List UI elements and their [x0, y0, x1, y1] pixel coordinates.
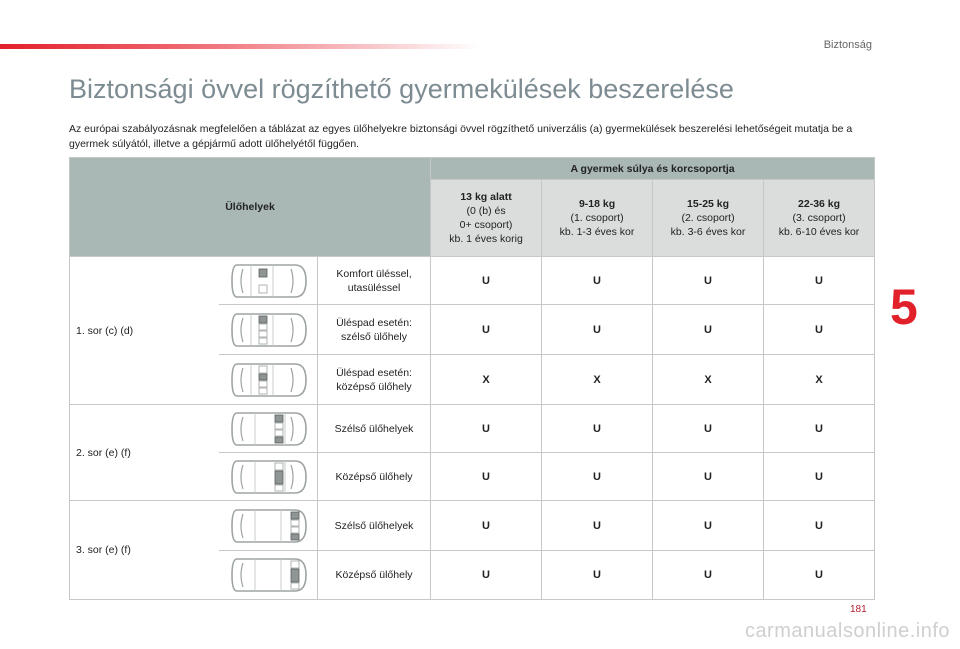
table-cell: U	[764, 405, 875, 453]
group-2-line: (2. csoport)	[681, 212, 735, 224]
group-1-header	[542, 180, 653, 257]
table-cell: U	[653, 257, 764, 305]
seat-position-line: szélső ülőhely	[341, 330, 407, 343]
table-cell: U	[542, 257, 653, 305]
table-cell: U	[431, 405, 542, 453]
seat-position-line: Középső ülőhely	[335, 470, 413, 483]
seat-position	[318, 355, 431, 405]
group-0-line: (0 (b) és	[466, 205, 506, 217]
group-3-line: kb. 6-10 éves kor	[778, 226, 860, 238]
row-label-2: 2. sor (e) (f)	[70, 405, 219, 501]
row-label-1: 1. sor (c) (d)	[70, 257, 219, 405]
table-cell: U	[653, 501, 764, 551]
group-2-line: kb. 3-6 éves kor	[670, 226, 746, 238]
seat-position	[318, 453, 431, 501]
car-seat-row1-middle-icon	[229, 360, 309, 400]
seat-position-line: Középső ülőhely	[335, 569, 413, 581]
seat-position-line: utasüléssel	[347, 281, 401, 294]
table-cell: U	[431, 453, 542, 501]
seat-position-line: középső ülőhely	[336, 380, 412, 393]
group-0-weight: 13 kg alatt	[460, 191, 512, 203]
watermark: carmanualsonline.info	[744, 620, 950, 642]
seat-position	[318, 405, 431, 453]
chapter-number: 5	[890, 279, 918, 335]
car-seat-row3-outer-icon	[229, 506, 309, 546]
group-1-line: kb. 1-3 éves kor	[559, 226, 635, 238]
seat-position-line: Üléspad esetén:	[336, 316, 412, 329]
seat-position	[318, 501, 431, 551]
page-title: Biztonsági övvel rögzíthető gyermekülések beszerelése	[69, 74, 734, 104]
table-cell: U	[431, 551, 542, 600]
group-1-line: (1. csoport)	[570, 212, 624, 224]
intro-paragraph: Az európai szabályozásnak megfelelően a táblázat az egyes ülőhelyekre biztonsági övvel rögzíthető univerzális (a) gyermekülések beszerelési lehetőségeit mutatja be a gyermek súlyától, illetve a gépjármű adott ülőhelyétől függően.	[69, 123, 853, 150]
table-cell: U	[653, 453, 764, 501]
group-0-line: 0+ csoport)	[459, 219, 513, 231]
car-seat-row3-middle-icon	[229, 555, 309, 595]
group-2-header	[653, 180, 764, 257]
group-3-line: (3. csoport)	[792, 212, 846, 224]
group-2-weight: 15-25 kg	[687, 198, 730, 210]
table-cell: U	[542, 405, 653, 453]
group-header: A gyermek súlya és korcsoportja	[431, 158, 875, 180]
table-row	[70, 501, 875, 551]
seat-position-line: Szélső ülőhelyek	[334, 519, 414, 532]
table-cell: U	[431, 257, 542, 305]
table-cell: U	[764, 551, 875, 600]
seat-position-line: Komfort üléssel,	[336, 267, 412, 280]
seat-column-header: Ülőhelyek	[70, 158, 431, 257]
table-row	[70, 257, 875, 305]
header-accent-bar	[0, 44, 480, 49]
table-cell: U	[653, 405, 764, 453]
row-label-3: 3. sor (e) (f)	[70, 501, 219, 600]
group-3-weight: 22-36 kg	[798, 198, 841, 210]
car-seat-row2-middle-icon	[229, 457, 309, 497]
table-cell: U	[653, 305, 764, 355]
table-cell: U	[542, 305, 653, 355]
table-cell: U	[764, 501, 875, 551]
seat-position-line: Szélső ülőhelyek	[334, 422, 414, 435]
seat-position-line: Üléspad esetén:	[336, 366, 412, 379]
section-name: Biztonság	[823, 39, 872, 51]
table-cell: U	[764, 257, 875, 305]
table-cell: U	[431, 305, 542, 355]
table-cell: U	[542, 551, 653, 600]
seat-position	[318, 305, 431, 355]
table-cell: X	[542, 355, 653, 405]
seat-position	[318, 551, 431, 600]
table-cell: X	[764, 355, 875, 405]
group-1-weight: 9-18 kg	[578, 198, 616, 210]
table-cell: U	[431, 501, 542, 551]
table-row	[70, 405, 875, 453]
table-cell: X	[431, 355, 542, 405]
page-number: 181	[850, 604, 867, 615]
group-0-line: kb. 1 éves korig	[449, 233, 523, 245]
car-seat-row1-outer-icon	[229, 310, 309, 350]
child-seat-table	[69, 157, 875, 600]
group-0-header	[431, 180, 542, 257]
table-cell: U	[764, 453, 875, 501]
table-cell: U	[542, 453, 653, 501]
car-seat-row2-outer-icon	[229, 409, 309, 449]
table-cell: U	[764, 305, 875, 355]
table-cell: U	[653, 551, 764, 600]
seat-position	[318, 257, 431, 305]
car-seat-row1-comfort-icon	[229, 261, 309, 301]
group-3-header	[764, 180, 875, 257]
table-cell: X	[653, 355, 764, 405]
table-cell: U	[542, 501, 653, 551]
